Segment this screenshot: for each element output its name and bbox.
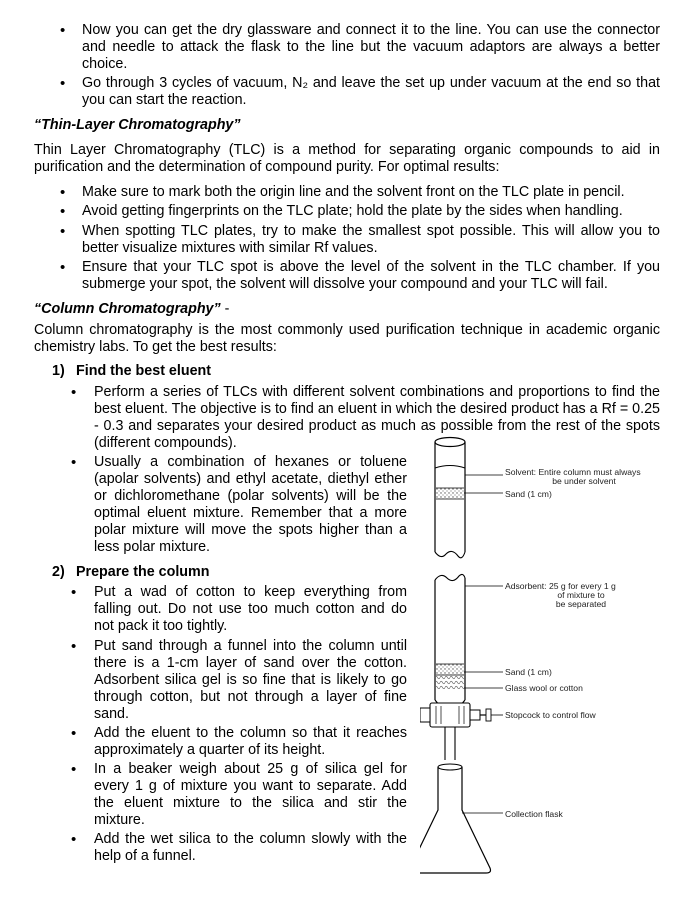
sand-top-label: Sand (1 cm) (505, 489, 552, 499)
step2-bullet-1: Put a wad of cotton to keep everything from falling out. Do not use too much cotton and do not pack it too tightly. (94, 584, 407, 634)
adsorbent-label-3: be separated (555, 599, 607, 609)
step1-bullet-2: Usually a combination of hexanes or toluene (apolar solvents) and ethyl acetate, diethyl ether or dichloromethane (polar solvents) will be the optimal eluent mixture. Remember that a more polar mixture will move the spots higher than a less polar mixture. (94, 454, 407, 555)
intro-bullet-1: Now you can get the dry glassware and connect it to the line. You can use the connector and needle to attack the flask to the line but the vacuum adaptors are always a better choice. (82, 22, 660, 72)
bullet-marker: • (71, 454, 77, 471)
tlc-bullet-3: When spotting TLC plates, try to make the smallest spot possible. This will allow you to better visualize mixtures with similar Rf values. (82, 223, 660, 256)
bullet-marker: • (71, 831, 77, 848)
intro-bullet-2: Go through 3 cycles of vacuum, N₂ and leave the set up under vacuum at the end so that you can start the reaction. (82, 75, 660, 108)
glass-wool-label: Glass wool or cotton (505, 683, 583, 693)
tlc-bullet-1: Make sure to mark both the origin line and the solvent front on the TLC plate in pencil. (82, 184, 625, 200)
adsorbent-label-2: of mixture to (557, 590, 605, 600)
bullet-marker: • (60, 259, 66, 276)
tlc-bullet-2: Avoid getting fingerprints on the TLC plate; hold the plate by the sides when handling. (82, 203, 623, 219)
step2-title: Prepare the column (76, 564, 210, 580)
bullet-marker: • (60, 75, 66, 92)
step2-bullet-5: Add the wet silica to the column slowly with the help of a funnel. (94, 831, 407, 864)
bullet-marker: • (60, 184, 66, 201)
bullet-marker: • (71, 638, 77, 655)
bullet-marker: • (71, 725, 77, 742)
step2-bullet-2: Put sand through a funnel into the column until there is a 1-cm layer of sand over the cotton. Adsorbent silica gel is so fine that is likely to go through cotton, but not through a layer of fine sand. (94, 638, 407, 722)
column-heading-suffix: - (220, 301, 230, 317)
column-paragraph: Column chromatography is the most commonly used purification technique in academic organic chemistry labs. To get the best results: (34, 322, 660, 355)
bullet-marker: • (60, 203, 66, 220)
tlc-paragraph: Thin Layer Chromatography (TLC) is a method for separating organic compounds to aid in purification and the determination of compound purity. For optimal results: (34, 142, 660, 175)
step2-number: 2) (52, 564, 65, 580)
bullet-marker: • (71, 384, 77, 401)
leader-lines (462, 475, 503, 813)
bullet-marker: • (60, 223, 66, 240)
tlc-bullet-4: Ensure that your TLC spot is above the level of the solvent in the TLC chamber. If you submerge your spot, the solvent will dissolve your compound and your TLC will fail. (82, 259, 660, 292)
collection-flask (420, 764, 491, 873)
solvent-label-1: Solvent: Entire column must always (505, 467, 641, 477)
bullet-marker: • (71, 761, 77, 778)
lower-column (435, 574, 465, 760)
upper-column (435, 438, 465, 558)
flask-label: Collection flask (505, 809, 563, 819)
column-chromatography-diagram (420, 432, 690, 880)
column-heading-line (34, 301, 229, 318)
adsorbent-label-1: Adsorbent: 25 g for every 1 g (505, 581, 616, 591)
tlc-heading: “Thin-Layer Chromatography” (34, 117, 241, 133)
solvent-label-2: be under solvent (552, 476, 616, 486)
step1-number: 1) (52, 363, 65, 379)
sand-bottom-label: Sand (1 cm) (505, 667, 552, 677)
bullet-marker: • (71, 584, 77, 601)
step2-bullet-4: In a beaker weigh about 25 g of silica gel for every 1 g of mixture you want to separate. Add the eluent mixture to the silica and stir the mixture. (94, 761, 407, 828)
step2-bullet-3: Add the eluent to the column so that it reaches approximately a quarter of its height. (94, 725, 407, 758)
column-heading: “Column Chromatography” (34, 301, 221, 317)
step1-bullet-1: Perform a series of TLCs with different solvent combinations and proportions to find the best eluent. The objective is to find an eluent in which the desired product has a Rf = 0.25 - 0.3 and separates your desired product as much as possible from the rest of the spots (different compounds). (94, 384, 661, 451)
stopcock-label: Stopcock to control flow (505, 710, 596, 720)
step1-title: Find the best eluent (76, 363, 212, 379)
bullet-marker: • (60, 22, 66, 39)
stopcock (420, 703, 491, 727)
